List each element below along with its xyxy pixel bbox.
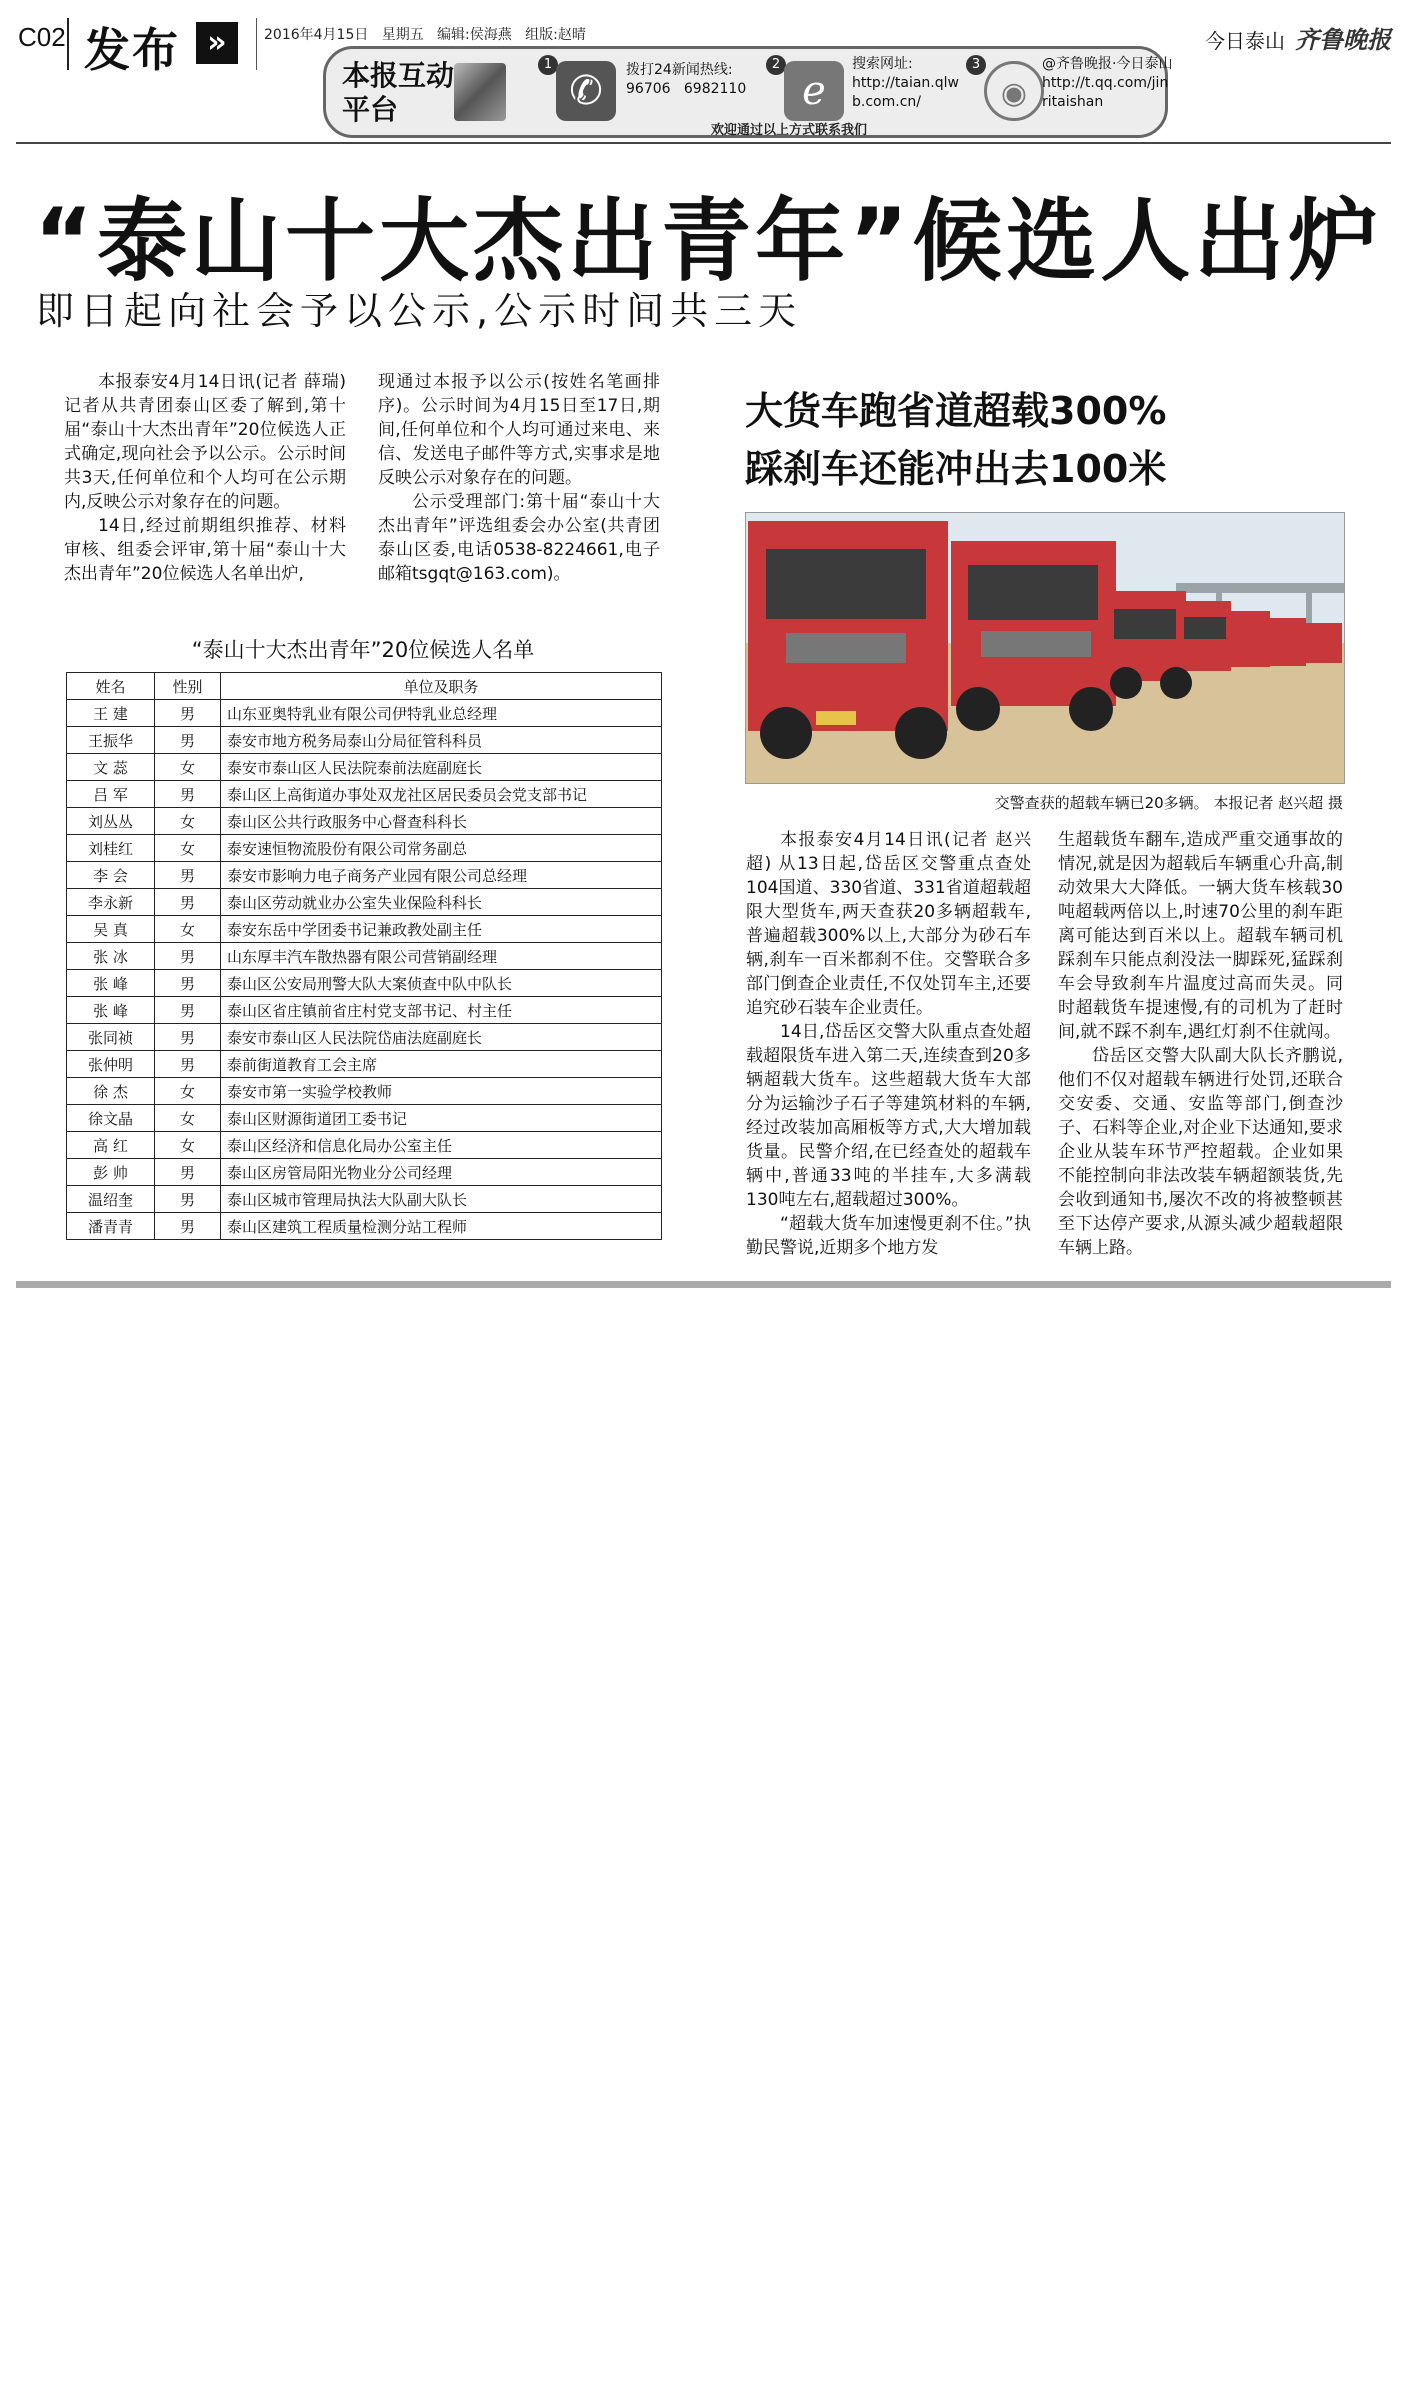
table-row <box>67 1024 662 1051</box>
cell-gender: 女 <box>155 1132 221 1159</box>
cell-name: 李永新 <box>67 889 155 916</box>
cell-gender: 男 <box>155 889 221 916</box>
cell-position: 泰安市泰山区人民法院泰前法庭副庭长 <box>221 754 662 781</box>
column-header-position: 单位及职务 <box>221 673 662 700</box>
cell-gender: 女 <box>155 1105 221 1132</box>
masthead <box>1205 20 1391 55</box>
header-divider <box>67 18 69 70</box>
cell-name: 张 峰 <box>67 970 155 997</box>
main-subhead: 即日起向社会予以公示,公示时间共三天 <box>36 289 803 333</box>
article1-paragraph: 14日,经过前期组织推荐、材料审核、组委会评审,第十届“泰山十大杰出青年”20位候选人名单出炉, <box>64 516 346 584</box>
step-2-badge: 2 <box>766 55 786 75</box>
cell-name: 吕 军 <box>67 781 155 808</box>
cell-position: 泰山区公共行政服务中心督查科科长 <box>221 808 662 835</box>
cell-name: 温绍奎 <box>67 1186 155 1213</box>
cell-name: 李 会 <box>67 862 155 889</box>
cell-position: 泰山区建筑工程质量检测分站工程师 <box>221 1213 662 1240</box>
table-row <box>67 943 662 970</box>
table-row <box>67 808 662 835</box>
issue-meta: 2016年4月15日 星期五 编辑:侯海燕 组版:赵晴 <box>264 27 586 43</box>
cell-gender: 男 <box>155 1186 221 1213</box>
cell-name: 文 蕊 <box>67 754 155 781</box>
table-row <box>67 781 662 808</box>
ie-icon: e <box>784 61 844 121</box>
table-row <box>67 700 662 727</box>
table-row <box>67 916 662 943</box>
cell-position: 泰山区财源街道团工委书记 <box>221 1105 662 1132</box>
phone-icon: ✆ <box>556 61 616 121</box>
article2-paragraph: 本报泰安4月14日讯(记者 赵兴超) 从13日起,岱岳区交警重点查处104国道、330省道、331省道超载超限大型货车,两天查获20多辆超载车,普遍超载300%以上,大部分为砂石车辆,刹车一百米都刹不住。交警联合多部门倒查企业责任,不仅处罚车主,还要追究砂石装车企业责任。 <box>746 830 1031 1018</box>
table-title: “泰山十大杰出青年”20位候选人名单 <box>191 638 535 662</box>
table-row <box>67 1078 662 1105</box>
cell-name: 刘丛丛 <box>67 808 155 835</box>
article2-paragraph: 14日,岱岳区交警大队重点查处超载超限货车进入第二天,连续查到20多辆超载大货车。这些超载大货车大部分为运输沙子石子等建筑材料的车辆,经过改装加高厢板等方式,大大增加载货量。民警介绍,在已经查处的超载车辆中,普通33吨的半挂车,大多满载130吨左右,超载超过300%。 <box>746 1022 1031 1210</box>
story2-headline: 大货车跑省道超载300% 踩刹车还能冲出去100米 <box>745 389 1167 491</box>
bottom-rule <box>16 1281 1391 1288</box>
cell-gender: 男 <box>155 862 221 889</box>
cell-name: 王 建 <box>67 700 155 727</box>
section-arrow-icon: » <box>196 22 238 64</box>
interaction-footer: 欢迎通过以上方式联系我们 <box>711 123 868 138</box>
header-rule <box>16 142 1391 144</box>
table-row <box>67 997 662 1024</box>
table-row <box>67 889 662 916</box>
article1-paragraph: 现通过本报予以公示(按姓名笔画排序)。公示时间为4月15日至17日,期间,任何单位和个人均可通过来电、来信、发送电子邮件等方式,实事求是地反映公示对象存在的问题。 <box>378 372 660 488</box>
cell-position: 泰安市地方税务局泰山分局征管科科员 <box>221 727 662 754</box>
cell-gender: 男 <box>155 970 221 997</box>
header-divider-2 <box>256 18 257 70</box>
table-row <box>67 754 662 781</box>
page-number: C02 <box>18 22 66 52</box>
table-row <box>67 1159 662 1186</box>
article1-column-2 <box>378 370 660 586</box>
cell-name: 刘桂红 <box>67 835 155 862</box>
cell-position: 泰安市影响力电子商务产业园有限公司总经理 <box>221 862 662 889</box>
table-row <box>67 862 662 889</box>
cell-name: 徐 杰 <box>67 1078 155 1105</box>
edition-label: 今日泰山 <box>1205 29 1285 53</box>
cell-gender: 女 <box>155 916 221 943</box>
cell-gender: 男 <box>155 1159 221 1186</box>
cell-position: 泰安市泰山区人民法院岱庙法庭副庭长 <box>221 1024 662 1051</box>
cell-gender: 女 <box>155 808 221 835</box>
cell-gender: 男 <box>155 700 221 727</box>
cell-name: 王振华 <box>67 727 155 754</box>
main-headline: “泰山十大杰出青年”候选人出炉 <box>34 189 1383 294</box>
cube-graphic <box>454 63 506 121</box>
interaction-panel <box>323 46 1173 138</box>
cell-gender: 男 <box>155 727 221 754</box>
table-row <box>67 1105 662 1132</box>
cell-gender: 女 <box>155 835 221 862</box>
cell-name: 徐文晶 <box>67 1105 155 1132</box>
interaction-title: 本报互动平台 <box>342 59 455 126</box>
cell-name: 张 峰 <box>67 997 155 1024</box>
trucks-photo <box>745 512 1345 784</box>
website-info[interactable]: 搜索网址: http://taian.qlw b.com.cn/ <box>852 56 959 110</box>
newspaper-logo: 齐鲁晚报 <box>1295 25 1391 54</box>
column-header-name: 姓名 <box>67 673 155 700</box>
article2-column-1 <box>746 828 1031 1260</box>
cell-position: 山东厚丰汽车散热器有限公司营销副经理 <box>221 943 662 970</box>
table-row <box>67 970 662 997</box>
cell-position: 泰山区经济和信息化局办公室主任 <box>221 1132 662 1159</box>
section-title: 发布 <box>84 23 180 77</box>
photo-caption: 交警查获的超载车辆已20多辆。 本报记者 赵兴超 摄 <box>994 794 1343 812</box>
table-row <box>67 1213 662 1240</box>
cell-gender: 男 <box>155 997 221 1024</box>
table-row <box>67 727 662 754</box>
cell-name: 张同祯 <box>67 1024 155 1051</box>
cell-position: 山东亚奥特乳业有限公司伊特乳业总经理 <box>221 700 662 727</box>
cell-name: 张 冰 <box>67 943 155 970</box>
cell-position: 泰山区房管局阳光物业分公司经理 <box>221 1159 662 1186</box>
table-row <box>67 1132 662 1159</box>
article1-column-1 <box>64 370 346 586</box>
cell-gender: 男 <box>155 943 221 970</box>
table-row <box>67 835 662 862</box>
cell-name: 吴 真 <box>67 916 155 943</box>
cell-name: 高 红 <box>67 1132 155 1159</box>
article2-paragraph: 生超载货车翻车,造成严重交通事故的情况,就是因为超载后车辆重心升高,制动效果大大降低。一辆大货车核载30吨超载两倍以上,时速70公里的刹车距离可能达到百米以上。超载车辆司机踩刹车只能点刹没法一脚踩死,猛踩刹车会导致刹车片温度过高而失灵。同时超载货车提速慢,有的司机为了赶时间,就不踩不刹车,遇红灯刹不住就闯。 <box>1058 830 1343 1042</box>
step-3-badge: 3 <box>966 55 986 75</box>
step-1-badge: 1 <box>538 55 558 75</box>
table-header-row <box>67 673 662 700</box>
article1-paragraph: 本报泰安4月14日讯(记者 薛瑞) 记者从共青团泰山区委了解到,第十届“泰山十大杰出青年”20位候选人正式确定,现向社会予以公示。公示时间共3天,任何单位和个人均可在公示期内,反映公示对象存在的问题。 <box>64 372 346 512</box>
weibo-icon: ◉ <box>984 61 1044 121</box>
cell-gender: 女 <box>155 754 221 781</box>
cell-position: 泰安市第一实验学校教师 <box>221 1078 662 1105</box>
column-header-gender: 性别 <box>155 673 221 700</box>
cell-gender: 男 <box>155 1051 221 1078</box>
table-row <box>67 1051 662 1078</box>
candidate-table <box>66 672 662 1240</box>
article2-paragraph: “超载大货车加速慢更刹不住。”执勤民警说,近期多个地方发 <box>746 1214 1031 1258</box>
trucks-image <box>746 513 1344 783</box>
cell-position: 泰前街道教育工会主席 <box>221 1051 662 1078</box>
table-row <box>67 1186 662 1213</box>
cell-position: 泰山区公安局刑警大队大案侦查中队中队长 <box>221 970 662 997</box>
cell-position: 泰山区省庄镇前省庄村党支部书记、村主任 <box>221 997 662 1024</box>
cell-name: 彭 帅 <box>67 1159 155 1186</box>
cell-position: 泰山区劳动就业办公室失业保险科科长 <box>221 889 662 916</box>
cell-position: 泰安速恒物流股份有限公司常务副总 <box>221 835 662 862</box>
cell-position: 泰山区城市管理局执法大队副大队长 <box>221 1186 662 1213</box>
cell-position: 泰山区上高街道办事处双龙社区居民委员会党支部书记 <box>221 781 662 808</box>
cell-gender: 男 <box>155 1213 221 1240</box>
weibo-info[interactable]: @齐鲁晚报·今日泰山 http://t.qq.com/jin ritaishan <box>1042 56 1173 110</box>
cell-position: 泰安东岳中学团委书记兼政教处副主任 <box>221 916 662 943</box>
cell-gender: 女 <box>155 1078 221 1105</box>
cell-name: 潘青青 <box>67 1213 155 1240</box>
article2-paragraph: 岱岳区交警大队副大队长齐鹏说,他们不仅对超载车辆进行处罚,还联合交安委、交通、安监等部门,倒查沙子、石料等企业,对企业下达通知,要求企业从装车环节严控超载。企业如果不能控制向非法改装车辆超额装货,先会收到通知书,屡次不改的将被整顿甚至下达停产要求,从源头减少超载超限车辆上路。 <box>1058 1046 1343 1258</box>
article2-column-2 <box>1058 828 1343 1260</box>
article1-paragraph: 公示受理部门:第十届“泰山十大杰出青年”评选组委会办公室(共青团泰山区委,电话0538-8224661,电子邮箱tsgqt@163.com)。 <box>378 492 660 584</box>
hotline-info: 拨打24新闻热线: 96706 6982110 <box>626 62 747 97</box>
cell-name: 张仲明 <box>67 1051 155 1078</box>
cell-gender: 男 <box>155 781 221 808</box>
cell-gender: 男 <box>155 1024 221 1051</box>
